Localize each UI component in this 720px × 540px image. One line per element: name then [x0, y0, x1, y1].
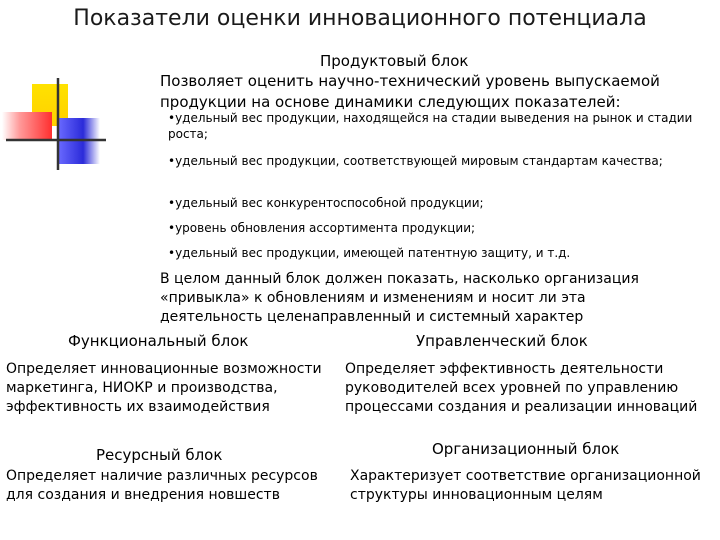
organizational-block-text: Характеризует соответствие организационной структуры инновационным целям [350, 468, 701, 503]
functional-block-heading: Функциональный блок [68, 332, 249, 350]
decorative-squares-graphic [0, 72, 110, 172]
product-bullet-5: •удельный вес продукции, имеющей патентную защиту, и т.д. [168, 246, 571, 260]
management-block-heading: Управленческий блок [416, 332, 588, 350]
functional-block-text: Определяет инновационные возможности маркетинга, НИОКР и производства, эффективность их взаимодействия [6, 361, 322, 415]
resource-block-heading: Ресурсный блок [96, 446, 223, 464]
management-block-text: Определяет эффективность деятельности руководителей всех уровней по управлению процессами создания и реализации инноваций [345, 361, 698, 415]
organizational-block-heading: Организационный блок [432, 440, 620, 458]
product-bullet-2: •удельный вес продукции, соответствующей мировым стандартам качества; [168, 154, 663, 168]
page-title: Показатели оценки инновационного потенциала [73, 6, 647, 31]
product-bullet-3: •удельный вес конкурентоспособной продукции; [168, 196, 484, 210]
product-block-summary: В целом данный блок должен показать, насколько организация «привыкла» к обновлениям и изменениям и носит ли эта деятельность целенаправленный и системный характер [160, 271, 639, 325]
red-bar [2, 112, 52, 140]
product-bullet-4: •уровень обновления ассортимента продукции; [168, 221, 476, 235]
product-block-heading: Продуктовый блок [320, 52, 469, 70]
resource-block-text: Определяет наличие различных ресурсов для создания и внедрения новшеств [6, 468, 318, 503]
product-bullet-1: •удельный вес продукции, находящейся на стадии выведения на рынок и стадии роста; [168, 111, 693, 141]
product-block-intro: Позволяет оценить научно-технический уровень выпускаемой продукции на основе динамики следующих показателей: [160, 72, 660, 111]
